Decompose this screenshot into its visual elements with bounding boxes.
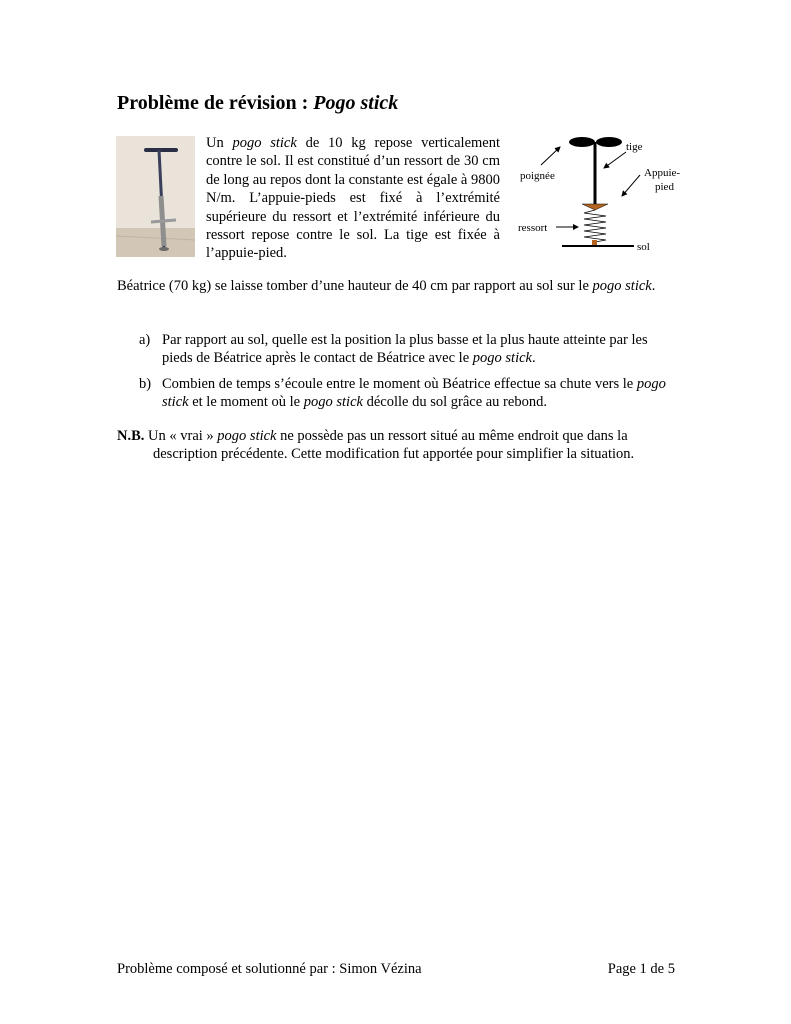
question-text: Par rapport au sol, quelle est la position la plus basse et la plus haute atteinte par les pieds de Béatrice après le contact de Béatrice avec le: [162, 332, 648, 367]
page-title: [117, 92, 398, 115]
question-text: Combien de temps s’écoule entre le moment où Béatrice effectue sa chute vers le: [162, 375, 637, 392]
arrow-appuie: [622, 175, 640, 196]
spring-base: [592, 240, 597, 245]
label-tige: tige: [626, 141, 643, 153]
question-marker: b): [139, 375, 152, 392]
note-paragraph: [117, 427, 677, 464]
label-poignee: poignée: [520, 170, 555, 182]
note-emphasis: pogo stick: [217, 428, 277, 444]
title-prefix: Problème de révision :: [117, 92, 314, 114]
note-text-1: Un « vrai »: [144, 428, 218, 444]
scenario-text-2: .: [651, 278, 656, 294]
question-emphasis: pogo stick: [472, 350, 532, 367]
question-text: décolle du sol grâce au rebond.: [362, 394, 547, 411]
title-emphasis: Pogo stick: [313, 92, 399, 114]
label-sol: sol: [637, 241, 650, 253]
footer-page-number: Page 1 de 5: [607, 961, 675, 977]
intro-text-1: Un: [206, 135, 233, 151]
scenario-emphasis: pogo stick: [592, 278, 652, 294]
question-text: .: [531, 350, 536, 367]
arrow-poignee: [541, 147, 560, 165]
question-marker: a): [139, 332, 151, 348]
label-ressort: ressort: [518, 222, 548, 234]
pogo-stick-photo: [116, 136, 195, 257]
arrow-tige: [604, 152, 626, 168]
question-emphasis: pogo stick: [162, 375, 666, 411]
note-label: N.B.: [117, 428, 145, 444]
footer-author: Problème composé et solutionné par : Simon Vézina: [117, 961, 422, 977]
scenario-text-1: Béatrice (70 kg) se laisse tomber d’une hauteur de 40 cm par rapport au sol sur le: [117, 278, 593, 294]
page-footer: [117, 961, 675, 978]
intro-emphasis: pogo stick: [232, 135, 297, 151]
question-text: et le moment où le: [188, 394, 304, 411]
footrest: [582, 204, 608, 210]
note-text-2: ne possède pas un ressort situé au même endroit que dans la description précédente. Cette modification fut apportée pour simplifier la situation.: [153, 428, 635, 463]
scenario-paragraph: [117, 277, 675, 295]
spring: [584, 210, 606, 242]
question-item: [117, 331, 677, 368]
pogo-stick-photo-drawing: [116, 136, 195, 257]
pogo-stick-diagram: [514, 130, 684, 255]
intro-paragraph: [206, 134, 500, 263]
question-list: [117, 331, 677, 419]
intro-text-2: de 10 kg repose verticalement contre le sol. Il est constitué d’un ressort de 30 cm de long au repos dont la constante est égale à 9800 N/m. L’appuie-pieds est fixé à l’extrémité supérieure du ressort et l’extrémité inférieure du ressort repose contre le sol. La tige est fixée à l’appuie-pied.: [206, 135, 500, 262]
question-item: [117, 375, 677, 412]
label-appuie-1: Appuie-: [644, 167, 681, 179]
handle-left: [569, 137, 595, 147]
question-emphasis: pogo stick: [303, 394, 363, 411]
label-appuie-2: pied: [655, 181, 674, 193]
handle-right: [596, 137, 622, 147]
